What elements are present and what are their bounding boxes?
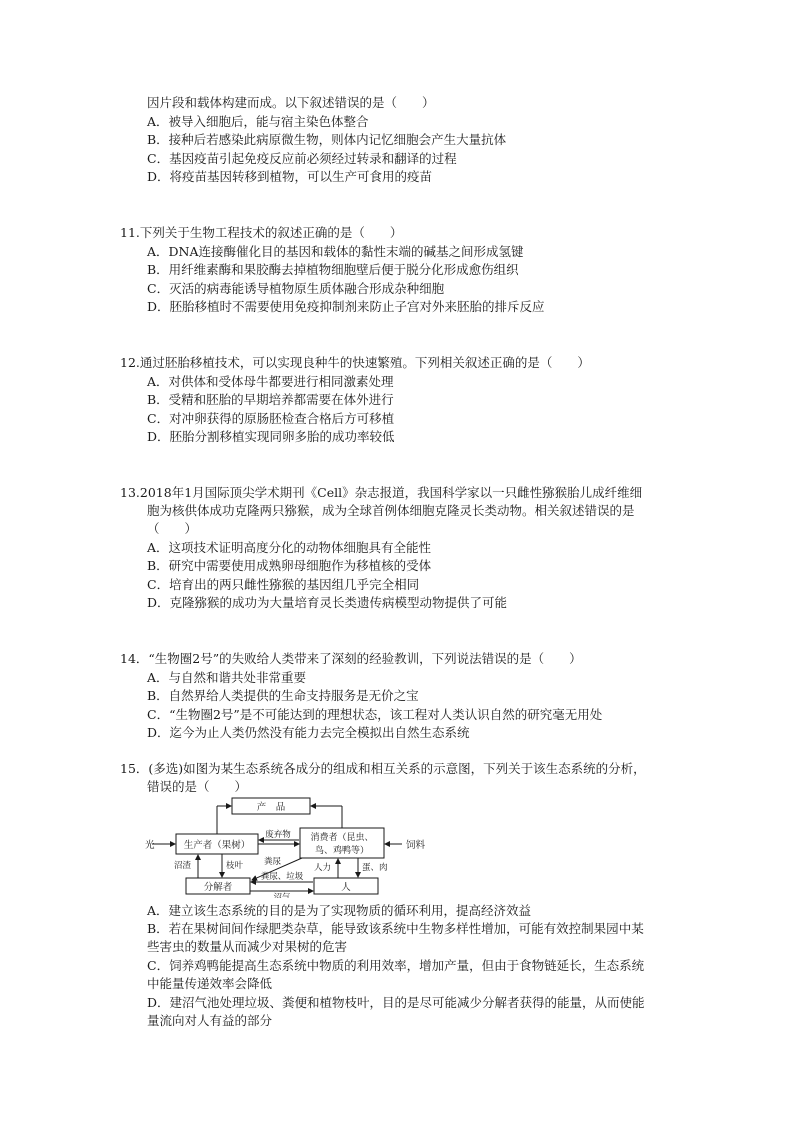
q10-continuation: 因片段和载体构建而成。以下叙述错误的是（ ） xyxy=(147,95,435,110)
ecosystem-diagram xyxy=(142,796,432,902)
q12-option-c: C．对冲卵获得的原肠胚检查合格后方可移植 xyxy=(147,411,395,426)
q11-option-b: B．用纤维素酶和果胶酶去掉植物细胞壁后便于脱分化形成愈伤组织 xyxy=(147,262,519,277)
human-label: 人 xyxy=(341,882,351,893)
q12-stem: 12.通过胚胎移植技术，可以实现良种牛的快速繁殖。下列相关叙述正确的是（ ） xyxy=(120,355,590,370)
q13-option-b: B．研究中需要使用成熟卵母细胞作为移植核的受体 xyxy=(147,558,432,573)
q14-option-b: B．自然界给人类提供的生命支持服务是无价之宝 xyxy=(147,688,419,703)
q15-option-b: B．若在果树间间作绿肥类杂草，能导致该系统中生物多样性增加，可能有效控制果园中某 xyxy=(147,921,644,936)
waste-label: 废弃物 xyxy=(265,830,291,840)
q11-option-c: C．灭活的病毒能诱导植物原生质体融合形成杂种细胞 xyxy=(147,281,445,296)
q12-option-a: A．对供体和受体母牛都要进行相同激素处理 xyxy=(147,374,394,389)
q15-option-c: C．饲养鸡鸭能提高生态系统中物质的利用效率，增加产量，但由于食物链延长，生态系统 xyxy=(147,958,645,973)
q10-option-a: A．被导入细胞后，能与宿主染色体整合 xyxy=(147,114,369,129)
producer-label: 生产者（果树） xyxy=(183,840,251,851)
feces-garbage-label: 粪尿、垃圾 xyxy=(260,872,304,882)
q11-option-a: A．DNA连接酶催化目的基因和载体的黏性末端的碱基之间形成氢键 xyxy=(147,244,524,259)
q12-option-b: B．受精和胚胎的早期培养都需要在体外进行 xyxy=(147,392,394,407)
q14-option-a: A．与自然和谐共处非常重要 xyxy=(147,670,307,685)
light-label: 光 xyxy=(145,840,155,851)
q10-option-b: B．接种后若感染此病原微生物，则体内记忆细胞会产生大量抗体 xyxy=(147,132,507,147)
q15-option-b-line2: 些害虫的数量从而减少对果树的危害 xyxy=(147,939,348,954)
q14-option-d: D．迄今为止人类仍然没有能力去完全模拟出自然生态系统 xyxy=(147,725,470,740)
q13-option-c: C．培育出的两只雌性猕猴的基因组几乎完全相同 xyxy=(147,577,420,592)
q15-option-c-line2: 中能量传递效率会降低 xyxy=(147,976,273,991)
q11-stem: 11.下列关于生物工程技术的叙述正确的是（ ） xyxy=(120,225,403,240)
q14-option-c: C．“生物圈2号”是不可能达到的理想状态，该工程对人类认识自然的研究毫无用处 xyxy=(147,707,603,722)
q13-option-d: D．克隆猕猴的成功为大量培育灵长类遗传病模型动物提供了可能 xyxy=(147,595,508,610)
q15-stem: 15．(多选)如图为某生态系统各成分的组成和相互关系的示意图，下列关于该生态系统的分析， xyxy=(120,761,646,776)
q11-option-d: D．胚胎移植时不需要使用免疫抑制剂来防止子宫对外来胚胎的排斥反应 xyxy=(147,299,545,314)
biogas-label: 沼气 xyxy=(273,893,291,898)
q15-option-d-line2: 量流向对人有益的部分 xyxy=(147,1013,273,1028)
feces-label: 粪尿 xyxy=(264,857,282,867)
residue-label: 沼渣 xyxy=(174,861,192,871)
consumer-label-line1: 消费者（昆虫、 xyxy=(310,833,374,843)
ecosystem-diagram-svg xyxy=(142,796,432,898)
decomposer-label: 分解者 xyxy=(203,882,233,893)
q15-option-a: A．建立该生态系统的目的是为了实现物质的循环利用，提高经济效益 xyxy=(147,903,532,918)
feed-label: 饲料 xyxy=(406,840,426,851)
q10-option-d: D．将疫苗基因转移到植物，可以生产可食用的疫苗 xyxy=(147,169,433,184)
product-label: 产 品 xyxy=(256,802,286,813)
consumer-label-line2: 鸟、鸡鸭等） xyxy=(314,846,370,856)
q13-stem-line3: （ ） xyxy=(147,521,198,536)
q13-stem: 13.2018年1月国际顶尖学术期刊《Cell》杂志报道，我国科学家以一只雌性猕猴胎儿成纤维细 xyxy=(120,485,643,500)
q12-option-d: D．胚胎分割移植实现同卵多胎的成功率较低 xyxy=(147,429,395,444)
q13-stem-line2: 胞为核供体成功克隆两只猕猴，成为全球首例体细胞克隆灵长类动物。相关叙述错误的是 xyxy=(147,503,635,518)
branches-label: 枝叶 xyxy=(226,861,244,871)
q10-option-c: C．基因疫苗引起免疫反应前必须经过转录和翻译的过程 xyxy=(147,151,457,166)
q15-stem-line2: 错误的是（ ） xyxy=(147,779,248,794)
q15-option-d: D．建沼气池处理垃圾、粪便和植物枝叶，目的是尽可能减少分解者获得的能量，从而使能 xyxy=(147,995,645,1010)
labor-label: 人力 xyxy=(314,863,332,873)
q13-option-a: A．这项技术证明高度分化的动物体细胞具有全能性 xyxy=(147,540,432,555)
eggmeat-label: 蛋、肉 xyxy=(362,863,388,873)
q14-stem: 14．“生物圈2号”的失败给人类带来了深刻的经验教训，下列说法错误的是（ ） xyxy=(120,651,582,666)
